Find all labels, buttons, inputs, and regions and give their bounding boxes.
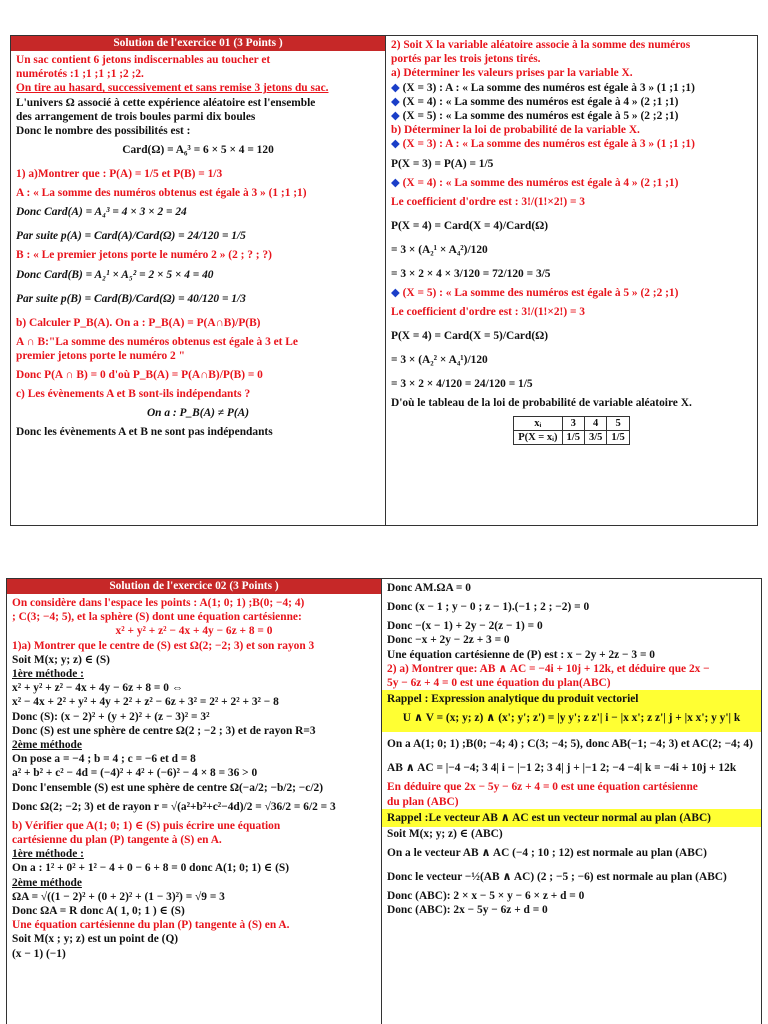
text-line: ◆ (X = 5) : « La somme des numéros est égale à 5 » (2 ;2 ;1) [391,286,679,299]
table-cell: 4 [584,417,606,431]
exercise-2-right-lines-2 [387,732,756,808]
bullet-icon: ◆ [391,176,400,189]
text-line: 1ère méthode : [12,848,84,861]
text-line: 2ème méthode [12,876,82,889]
rappel-cross-product [382,690,761,732]
text-line: 2) Soit X la variable aléatoire associe à la somme des numéros [391,39,691,51]
text-line: Par suite p(A) = Card(A)/Card(Ω) = 24/120 = 1/5 [16,230,246,243]
table-cell: 5 [607,417,629,431]
text-line: Donc Card(A) = A₄³ = 4 × 3 × 2 = 24 [16,206,187,219]
table-cell: P(X = xᵢ) [514,431,562,445]
text-line: Donc −(x − 1) + 2y − 2(z − 1) = 0 [387,620,543,633]
text-line: ◆ (X = 3) : A : « La somme des numéros est égale à 3 » (1 ;1 ;1) [391,138,695,151]
text-line: x² + y² + z² − 4x + 4y − 6z + 8 = 0 ⇔ [12,682,184,695]
text-line: Par suite p(B) = Card(B)/Card(Ω) = 40/120 = 1/3 [16,292,246,305]
text-line: P(X = 3) = P(A) = 1/5 [391,157,494,170]
text-line: Card(Ω) = A₆³ = 6 × 5 × 4 = 120 [122,144,274,157]
text-line: Soit M(x; y; z) ∈ (ABC) [387,828,503,841]
rappel-normal-vector [382,809,761,827]
text-line: Donc (ABC): 2x − 5y − 6z + d = 0 [387,904,548,917]
text-line: Donc (S) est une sphère de centre Ω(2 ; −2 ; 3) et de rayon R=3 [12,724,316,737]
text-line: b) Calculer P_B(A). On a : P_B(A) = P(A∩B)/P(B) [16,316,261,329]
text-line: En déduire que 2x − 5y − 6z + 4 = 0 est une équation cartésienne [387,781,698,794]
text-line: cartésienne du plan (P) tangente à (S) en A. [12,834,222,847]
text-line: ◆ (X = 4) : « La somme des numéros est égale à 4 » (2 ;1 ;1) [391,176,679,189]
exercise-1-left-column [11,36,385,525]
text-line: 1ère méthode : [12,668,84,681]
text-line: On considère dans l'espace les points : A(1; 0; 1) ;B(0; −4; 4) [12,597,305,609]
text-line: D'où le tableau de la loi de probabilité de variable aléatoire X. [391,397,692,410]
text-line: Donc Ω(2; −2; 3) et de rayon r = √(a²+b²+c²−4d)/2 = √36/2 = 6/2 = 3 [12,800,336,813]
text-line: c) Les évènements A et B sont-ils indépendants ? [16,388,251,401]
text-line: Soit M(x ; y; z) est un point de (Q) [12,933,179,946]
table-cell: 1/5 [562,431,584,445]
text-line: ; C(3; −4; 5), et la sphère (S) dont une équation cartésienne: [12,611,302,624]
text-line: 2ème méthode [12,739,82,752]
text-line: Rappel : Expression analytique du produit vectoriel [387,693,639,706]
text-line: Donc l'ensemble (S) est une sphère de centre Ω(−a/2; −b/2; −c/2) [12,781,324,794]
text-line: b) Vérifier que A(1; 0; 1) ∈ (S) puis écrire une équation [12,819,281,832]
text-line: Donc Card(B) = A₂¹ × A₅² = 2 × 5 × 4 = 40 [16,268,214,281]
text-line: = 3 × 2 × 4 × 3/120 = 72/120 = 3/5 [391,267,551,280]
text-line: Donc AM.ΩA = 0 [387,582,471,594]
exercise-2-right-lines [387,581,756,690]
text-line: Donc les évènements A et B ne sont pas indépendants [16,426,273,439]
table-cell: 3/5 [584,431,606,445]
text-line: portés par les trois jetons tirés. [391,53,541,66]
text-line: Donc (S): (x − 2)² + (y + 2)² + (z − 3)² = 3² [12,710,210,723]
exercise-2-left-column [7,579,381,1024]
text-line: Le coefficient d'ordre est : 3!/(1!×2!) = 3 [391,306,586,319]
text-line: ◆ (X = 4) : « La somme des numéros est égale à 4 » (2 ;1 ;1) [391,95,679,108]
text-line: x² − 4x + 2² + y² + 4y + 2² + z² − 6z + 3² = 2² + 2² + 3² − 8 [12,696,279,709]
text-line: 1)a) Montrer que le centre de (S) est Ω(2; −2; 3) et son rayon 3 [12,639,315,652]
text-line: On a : P_B(A) ≠ P(A) [146,407,250,420]
text-line: b) Déterminer la loi de probabilité de la variable X. [391,124,640,137]
table-cell: 3 [562,417,584,431]
text-line: du plan (ABC) [387,795,459,808]
exercise-2-title: Solution de l'exercice 02 (3 Points ) [7,579,381,594]
table-row [514,431,630,445]
text-line: Un sac contient 6 jetons indiscernables au toucher et [16,54,271,66]
probability-table [513,416,630,445]
text-line: Une équation cartésienne de (P) est : x − 2y + 2z − 3 = 0 [387,648,655,661]
text-line: = 3 × 2 × 4/120 = 24/120 = 1/5 [391,378,533,391]
table-cell: xᵢ [514,417,562,431]
text-line: a² + b² + c² − 4d = (−4)² + 4² + (−6)² − 4 × 8 = 36 > 0 [12,767,258,780]
text-line: U ∧ V = (x; y; z) ∧ (x'; y'; z') = |y y'; z z'| i − |x x'; z z'| j + |x x'; y y'| k [402,712,741,725]
text-line: ◆ (X = 3) : A : « La somme des numéros est égale à 3 » (1 ;1 ;1) [391,81,695,94]
exercise-2-right-lines-3 [387,827,756,918]
text-line: Donc (x − 1 ; y − 0 ; z − 1).(−1 ; 2 ; −2) = 0 [387,601,590,614]
table-row [514,417,630,431]
text-line: 5y − 6z + 4 = 0 est une équation du plan(ABC) [387,677,611,690]
text-line: On a le vecteur AB ∧ AC (−4 ; 10 ; 12) est normale au plan (ABC) [387,847,707,860]
text-line: P(X = 4) = Card(X = 5)/Card(Ω) [391,330,549,343]
exercise-1-right-column [385,36,757,525]
exercise-1-panel [10,35,758,526]
bullet-icon: ◆ [391,81,400,94]
text-line: L'univers Ω associé à cette expérience aléatoire est l'ensemble [16,96,316,109]
bullet-icon: ◆ [391,138,400,151]
text-line: Donc le vecteur −½(AB ∧ AC) (2 ; −5 ; −6) est normale au plan (ABC) [387,871,727,884]
text-line: Donc (ABC): 2 × x − 5 × y − 6 × z + d = 0 [387,890,585,903]
text-line: On a : 1² + 0² + 1² − 4 + 0 − 6 + 8 = 0 donc A(1; 0; 1) ∈ (S) [12,862,290,875]
exercise-1-left-lines [16,53,380,439]
text-line: Le coefficient d'ordre est : 3!/(1!×2!) = 3 [391,195,586,208]
text-line: On a A(1; 0; 1) ;B(0; −4; 4) ; C(3; −4; 5), donc AB(−1; −4; 3) et AC(2; −4; 4) [387,738,753,751]
exercise-1-right-lines [391,38,752,410]
text-line: numérotés :1 ;1 ;1 ;1 ;2 ;2. [16,68,144,81]
text-line: Donc −x + 2y − 2z + 3 = 0 [387,634,510,647]
bullet-icon: ◆ [391,110,400,123]
bullet-icon: ◆ [391,286,400,299]
exercise-1-title: Solution de l'exercice 01 (3 Points ) [11,36,385,51]
text-line: On pose a = −4 ; b = 4 ; c = −6 et d = 8 [12,753,196,766]
text-line: B : « Le premier jetons porte le numéro 2 » (2 ; ? ; ?) [16,249,272,262]
text-line: premier jetons porte le numéro 2 " [16,349,185,362]
text-line: Donc ΩA = R donc A( 1, 0; 1 ) ∈ (S) [12,905,185,918]
text-line: ΩA = √((1 − 2)² + (0 + 2)² + (1 − 3)²) = √9 = 3 [12,890,225,903]
text-line: Une équation cartésienne du plan (P) tangente à (S) en A. [12,919,290,932]
text-line: Soit M(x; y; z) ∈ (S) [12,653,110,666]
text-line: = 3 × (A₂² × A₄¹)/120 [391,354,488,367]
text-line: = 3 × (A₂¹ × A₄²)/120 [391,243,488,256]
text-line: ◆ (X = 5) : « La somme des numéros est égale à 5 » (2 ;2 ;1) [391,110,679,123]
exercise-2-right-column [381,579,761,1024]
text-line: a) Déterminer les valeurs prises par la variable X. [391,67,633,80]
text-line: x² + y² + z² − 4x + 4y − 6z + 8 = 0 [115,625,273,638]
text-line: Donc P(A ∩ B) = 0 d'où P_B(A) = P(A∩B)/P(B) = 0 [16,369,263,382]
exercise-2-panel [6,578,762,1024]
text-line: (x − 1) (−1) [12,947,66,960]
text-line: AB ∧ AC = |−4 −4; 3 4| i − |−1 2; 3 4| j + |−1 2; −4 −4| k = −4i + 10j + 12k [387,762,737,775]
bullet-icon: ◆ [391,95,400,108]
table-cell: 1/5 [607,431,629,445]
text-line: des arrangement de trois boules parmi dix boules [16,110,256,123]
text-line: A : « La somme des numéros obtenus est égale à 3 » (1 ;1 ;1) [16,187,307,200]
text-line: Donc le nombre des possibilités est : [16,125,191,138]
text-line: P(X = 4) = Card(X = 4)/Card(Ω) [391,219,549,232]
text-line: 1) a)Montrer que : P(A) = 1/5 et P(B) = 1/3 [16,168,223,181]
text-line: A ∩ B:"La somme des numéros obtenus est égale à 3 et Le [16,335,298,348]
text-line: On tire au hasard, successivement et sans remise 3 jetons du sac. [16,82,329,95]
text-line: Rappel :Le vecteur AB ∧ AC est un vecteur normal au plan (ABC) [387,811,711,824]
exercise-2-left-lines [12,596,376,961]
text-line: 2) a) Montrer que: AB ∧ AC = −4i + 10j + 12k, et déduire que 2x − [387,662,710,675]
